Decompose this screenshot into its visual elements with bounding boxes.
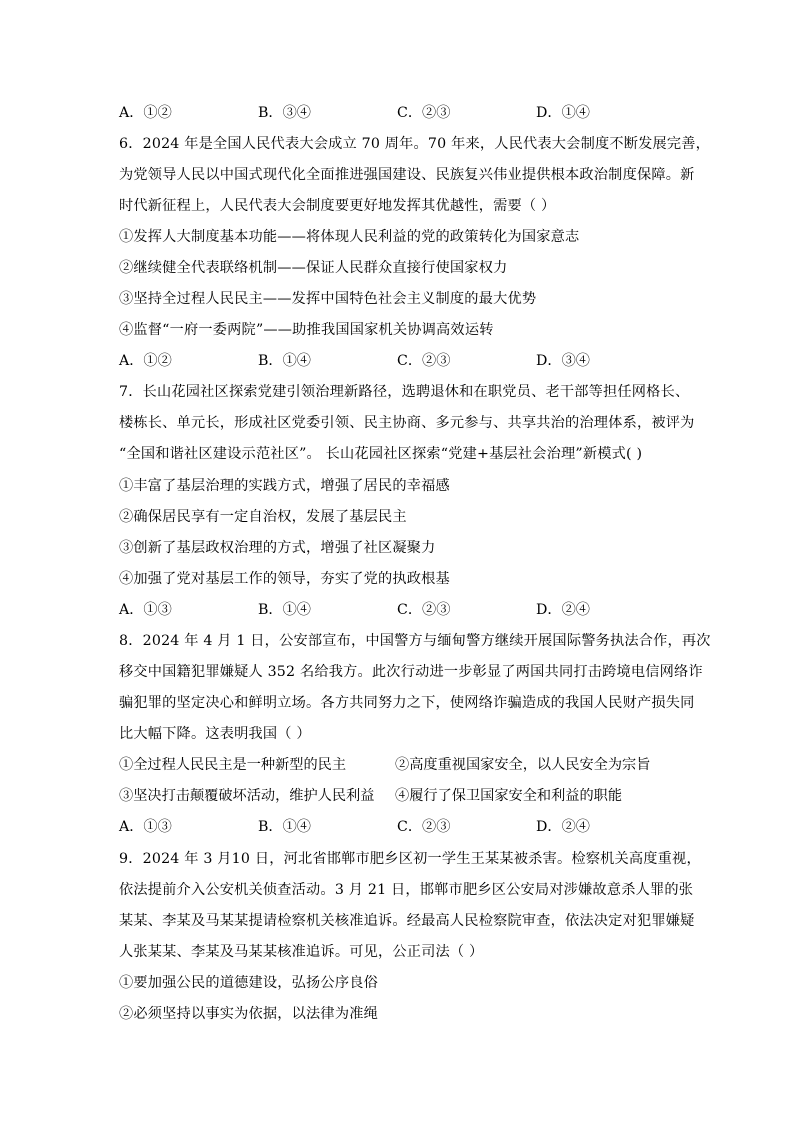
option-c: C．②③ — [397, 353, 451, 369]
option-d: D．②④ — [536, 819, 590, 835]
q8-stem-line: 移交中国籍犯罪嫌疑人 352 名给我方。此次行动进一步彰显了两国共同打击跨境电信网络诈 — [119, 664, 703, 680]
option-b: B．③④ — [258, 105, 311, 121]
q9-item: ①要加强公民的道德建设，弘扬公序良俗 — [119, 975, 378, 991]
option-c: C．②③ — [397, 105, 451, 121]
q7-options — [119, 600, 679, 620]
q6-options — [119, 351, 679, 371]
option-c: C．②③ — [397, 819, 451, 835]
q7-item: ③创新了基层政权治理的方式，增强了社区凝聚力 — [119, 540, 436, 556]
q8-item-pair — [119, 755, 679, 775]
option-a: A．①③ — [119, 819, 172, 835]
q8-stem-line: 8．2024 年 4 月 1 日，公安部宣布，中国警方与缅甸警方继续开展国际警务执法合作，再次 — [119, 633, 711, 649]
q6-stem-line: 为党领导人民以中国式现代化全面推进强国建设、民族复兴伟业提供根本政治制度保障。新 — [119, 167, 695, 183]
q9-stem-line: 依法提前介入公安机关侦查活动。3 月 21 日，邯郸市肥乡区公安局对涉嫌故意杀人罪的张 — [119, 882, 694, 898]
option-b: B．①④ — [258, 819, 311, 835]
option-d: D．③④ — [536, 353, 590, 369]
option-d: D．②④ — [536, 602, 590, 618]
q9-item: ②必须坚持以事实为依据，以法律为准绳 — [119, 1006, 378, 1022]
option-a: A．①② — [119, 105, 172, 121]
q6-item: ①发挥人大制度基本功能——将体现人民利益的党的政策转化为国家意志 — [119, 229, 580, 245]
q8-stem-line: 比大幅下降。这表明我国（ ） — [119, 726, 311, 742]
q6-stem-line: 时代新征程上，人民代表大会制度要更好地发挥其优越性，需要（ ） — [119, 198, 556, 214]
q9-stem-line: 9．2024 年 3 月10 日，河北省邯郸市肥乡区初一学生王某某被杀害。检察机关高度重视， — [119, 851, 701, 867]
option-b: B．①④ — [258, 602, 311, 618]
option-a: A．①② — [119, 353, 172, 369]
q8-stem-line: 骗犯罪的坚定决心和鲜明立场。各方共同努力之下，使网络诈骗造成的我国人民财产损失同 — [119, 695, 695, 711]
q6-item: ②继续健全代表联络机制——保证人民群众直接行使国家权力 — [119, 260, 508, 276]
option-c: C．②③ — [397, 602, 451, 618]
q9-stem-line: 人张某某、李某及马某某核准追诉。可见，公正司法（ ） — [119, 944, 484, 960]
q8-item: ④履行了保卫国家安全和利益的职能 — [395, 788, 623, 804]
q6-item: ④监督“一府一委两院”——助推我国国家机关协调高效运转 — [119, 322, 494, 338]
q5-options — [119, 103, 679, 123]
q9-stem-line: 某某、李某及马某某提请检察机关核准追诉。经最高人民检察院审查，依法决定对犯罪嫌疑 — [119, 913, 695, 929]
option-a: A．①③ — [119, 602, 172, 618]
q7-stem-line: 7．长山花园社区探索党建引领治理新路径，选聘退休和在职党员、老干部等担任网格长、 — [119, 384, 690, 400]
q7-item: ①丰富了基层治理的实践方式，增强了居民的幸福感 — [119, 478, 450, 494]
option-b: B．①④ — [258, 353, 311, 369]
q8-options — [119, 817, 679, 837]
q8-item: ③坚决打击颠覆破坏活动，维护人民利益 — [119, 788, 375, 804]
q8-item-pair — [119, 786, 679, 806]
q7-stem-line: 楼栋长、单元长，形成社区党委引领、民主协商、多元参与、共享共治的治理体系，被评为 — [119, 415, 695, 431]
q8-item: ①全过程人民民主是一种新型的民主 — [119, 757, 347, 773]
q7-item: ④加强了党对基层工作的领导，夯实了党的执政根基 — [119, 571, 450, 587]
option-d: D．①④ — [536, 105, 590, 121]
q7-stem-line: “全国和谐社区建设示范社区”。 长山花园社区探索“党建+基层社会治理”新模式( ) — [119, 446, 643, 462]
q6-item: ③坚持全过程人民民主——发挥中国特色社会主义制度的最大优势 — [119, 291, 537, 307]
q7-item: ②确保居民享有一定自治权，发展了基层民主 — [119, 509, 407, 525]
q8-item: ②高度重视国家安全，以人民安全为宗旨 — [395, 757, 651, 773]
q6-stem-line: 6．2024 年是全国人民代表大会成立 70 周年。70 年来，人民代表大会制度不断发展完善， — [119, 136, 711, 152]
